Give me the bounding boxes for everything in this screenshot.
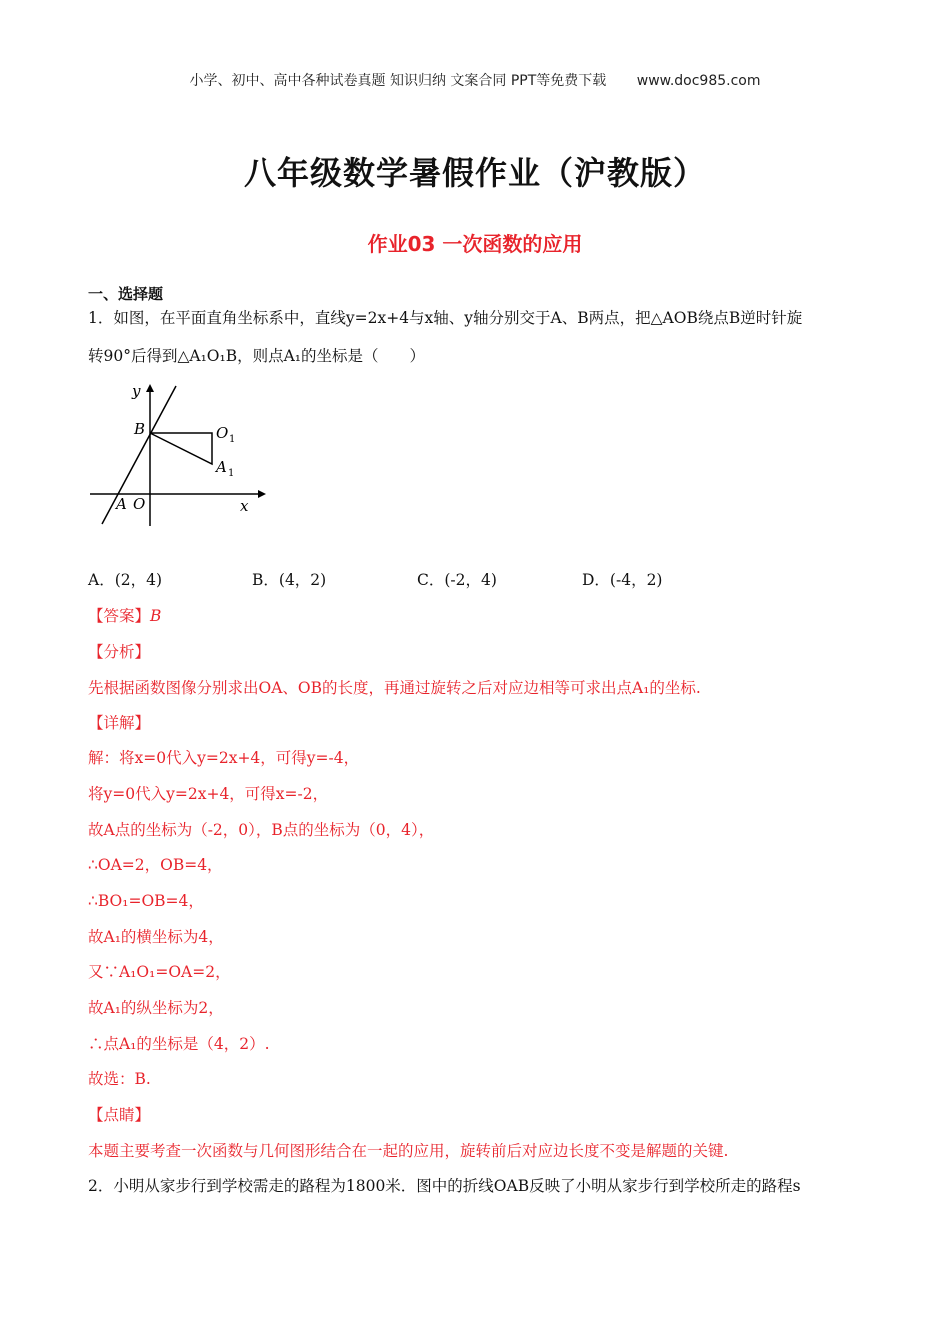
answer-line <box>88 604 161 626</box>
label-b: B <box>134 420 146 438</box>
section-heading: 一、选择题 <box>88 285 164 303</box>
answer-value: B <box>150 607 162 625</box>
label-a1: A <box>216 458 227 476</box>
detail-line: ∴点A₁的坐标是（4，2）. <box>88 1035 270 1053</box>
label-o: O <box>133 495 146 513</box>
detail-line: 又∵A₁O₁=OA=2， <box>88 963 231 981</box>
q2-line1: 2．小明从家步行到学校需走的路程为1800米．图中的折线OAB反映了小明从家步行到学校所走的路程s <box>88 1177 801 1195</box>
detail-line: 故A₁的纵坐标为2， <box>88 999 224 1017</box>
triangle-a1o1b <box>150 433 212 464</box>
label-x: x <box>240 497 249 515</box>
header-text: 小学、初中、高中各种试卷真题 知识归纳 文案合同 PPT等免费下载 <box>189 73 607 89</box>
y-axis-arrow <box>146 384 154 392</box>
q1-option-c[interactable]: C．(-2，4) <box>417 571 497 589</box>
detail-line: 故A₁的横坐标为4， <box>88 928 224 946</box>
detail-tag: 【详解】 <box>88 714 151 732</box>
analysis-text: 先根据函数图像分别求出OA、OB的长度，再通过旋转之后对应边相等可求出点A₁的坐标. <box>88 679 701 697</box>
x-axis-arrow <box>258 490 266 498</box>
page-header <box>0 70 950 90</box>
q1-line2: 转90°后得到△A₁O₁B，则点A₁的坐标是（ ） <box>88 347 426 365</box>
header-site[interactable]: www.doc985.com <box>636 73 761 89</box>
detail-line: 解：将x=0代入y=2x+4，可得y=-4， <box>88 749 360 767</box>
detail-line: ∴OA=2，OB=4， <box>88 856 223 874</box>
page-title: 八年级数学暑假作业（沪教版） <box>243 154 706 192</box>
q1-option-b[interactable]: B．(4，2) <box>252 571 327 589</box>
q1-figure <box>88 378 268 528</box>
detail-line: 故A点的坐标为（-2，0），B点的坐标为（0，4）， <box>88 821 435 839</box>
detail-line: 故选：B. <box>88 1070 151 1088</box>
analysis-tag: 【分析】 <box>88 643 151 661</box>
label-y: y <box>132 382 141 400</box>
label-o1: O <box>216 424 229 442</box>
q1-line1: 1．如图，在平面直角坐标系中，直线y=2x+4与x轴、y轴分别交于A、B两点，把△AOB绕点B逆时针旋 <box>88 309 803 327</box>
q1-option-d[interactable]: D．(-4，2) <box>582 571 663 589</box>
comment-tag: 【点睛】 <box>88 1106 151 1124</box>
q1-option-a[interactable]: A．(2，4) <box>88 571 163 589</box>
page-subtitle: 作业03 一次函数的应用 <box>367 232 583 256</box>
label-a: A <box>116 495 127 513</box>
label-o1-sub: 1 <box>229 434 236 445</box>
detail-line: 将y=0代入y=2x+4，可得x=-2， <box>88 785 329 803</box>
detail-line: ∴BO₁=OB=4， <box>88 892 204 910</box>
label-a1-sub: 1 <box>228 468 235 479</box>
comment-text: 本题主要考查一次函数与几何图形结合在一起的应用，旋转前后对应边长度不变是解题的关键. <box>88 1142 729 1160</box>
answer-tag: 【答案】 <box>88 607 151 625</box>
